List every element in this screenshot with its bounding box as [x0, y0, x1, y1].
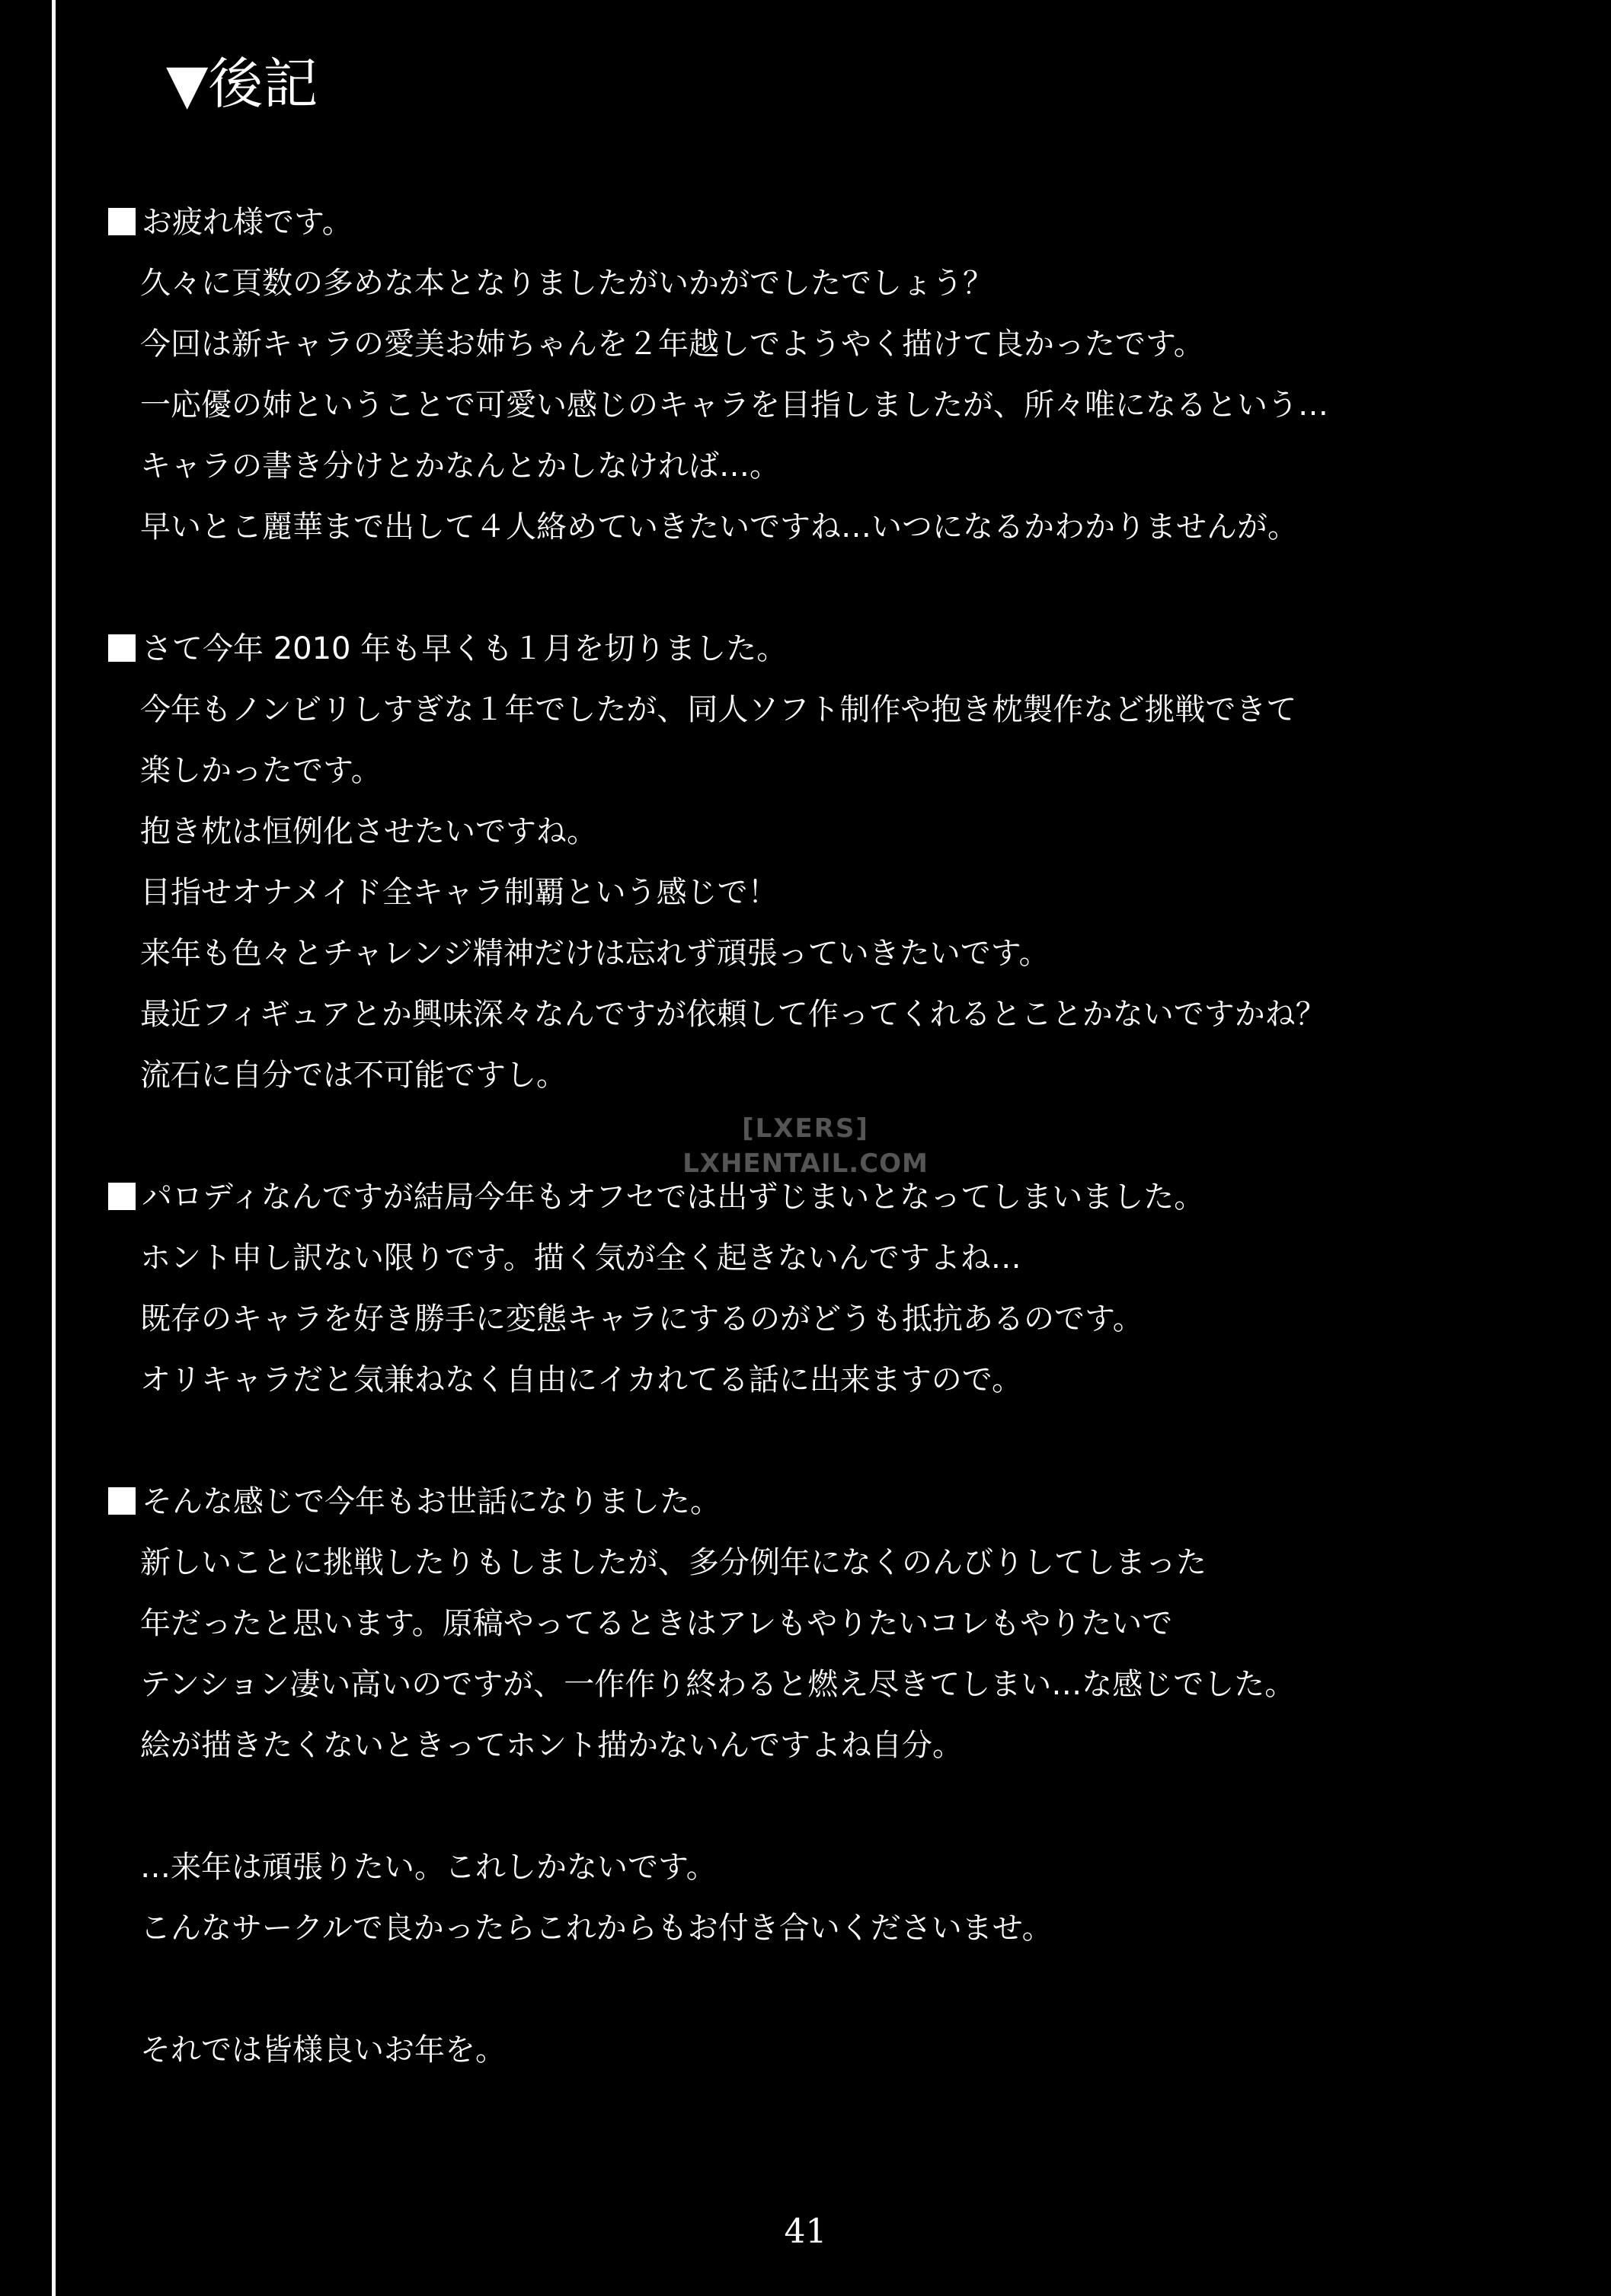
section-lead-line: そんな感じで今年もお世話になりました。 [108, 1471, 1295, 1532]
text-line: 既存のキャラを好き勝手に変態キャラにするのがどうも抵抗あるのです。 [140, 1301, 1143, 1336]
page-heading: ▼後記 [166, 52, 318, 116]
closing-section [108, 1837, 1053, 2080]
text-line: 早いとこ麗華まで出して４人絡めていきたいですね…いつになるかわかりませんが。 [140, 509, 1298, 544]
text-line: それでは皆様良いお年を。 [140, 2033, 506, 2068]
text-line: キャラの書き分けとかなんとかしなければ…。 [140, 449, 780, 484]
square-bullet-icon [108, 1183, 136, 1210]
text-line: …来年は頑張りたい。これしかないです。 [140, 1850, 717, 1885]
text-line: 流石に自分では不可能ですし。 [140, 1058, 567, 1093]
text-line: 年だったと思います。原稿やってるときはアレもやりたいコレもやりたいで [140, 1606, 1173, 1641]
section-lead-line: さて今年 2010 年も早くも１月を切りました。 [108, 618, 1326, 679]
text-line: 今回は新キャラの愛美お姉ちゃんを２年越しでようやく描けて良かったです。 [140, 327, 1204, 362]
section-2 [108, 618, 1326, 1106]
text-line: 新しいことに挑戦したりもしましたが、多分例年になくのんびりしてしまった [140, 1545, 1207, 1580]
text-line: 抱き枕は恒例化させたいですね。 [140, 814, 597, 849]
page-number: 41 [784, 2212, 827, 2251]
text-line: こんなサークルで良かったらこれからもお付き合いくださいませ。 [140, 1911, 1053, 1946]
section-lead-line: パロディなんですが結局今年もオフセでは出ずじまいとなってしまいました。 [108, 1167, 1204, 1228]
section-lead-line: お疲れ様です。 [108, 192, 1328, 253]
text-line: 最近フィギュアとか興味深々なんですが依頼して作ってくれるとことかないですかね？ [140, 997, 1326, 1032]
watermark-line-2: LXHENTAIL.COM [682, 1148, 929, 1179]
text-line: ホント申し訳ない限りです。描く気が全く起きないんですよね… [140, 1241, 1021, 1276]
text-line: 目指せオナメイド全キャラ制覇という感じで！ [140, 875, 778, 910]
section-1 [108, 192, 1328, 557]
text-line: テンション凄い高いのですが、一作作り終わると燃え尽きてしまい…な感じでした。 [140, 1667, 1296, 1702]
text-line: 一応優の姉ということで可愛い感じのキャラを目指しましたが、所々唯になるという… [140, 388, 1328, 423]
text-line: 久々に頁数の多めな本となりましたがいかがでしたでしょう？ [140, 266, 993, 301]
text-line: オリキャラだと気兼ねなく自由にイカれてる話に出来ますので。 [140, 1362, 1022, 1397]
text-line: 来年も色々とチャレンジ精神だけは忘れず頑張っていきたいです。 [140, 936, 1050, 971]
square-bullet-icon [108, 1487, 136, 1515]
section-3 [108, 1167, 1204, 1410]
square-bullet-icon [108, 634, 136, 662]
text-line: 楽しかったです。 [140, 753, 382, 788]
blank-line [108, 1959, 1053, 2020]
section-4 [108, 1471, 1295, 1776]
text-line: 今年もノンビリしすぎな１年でしたが、同人ソフト制作や抱き枕製作など挑戦できて [140, 692, 1297, 727]
watermark-line-1: [LXERS] [742, 1113, 869, 1144]
text-line: 絵が描きたくないときってホント描かないんですよね自分。 [140, 1728, 963, 1763]
square-bullet-icon [108, 208, 136, 235]
